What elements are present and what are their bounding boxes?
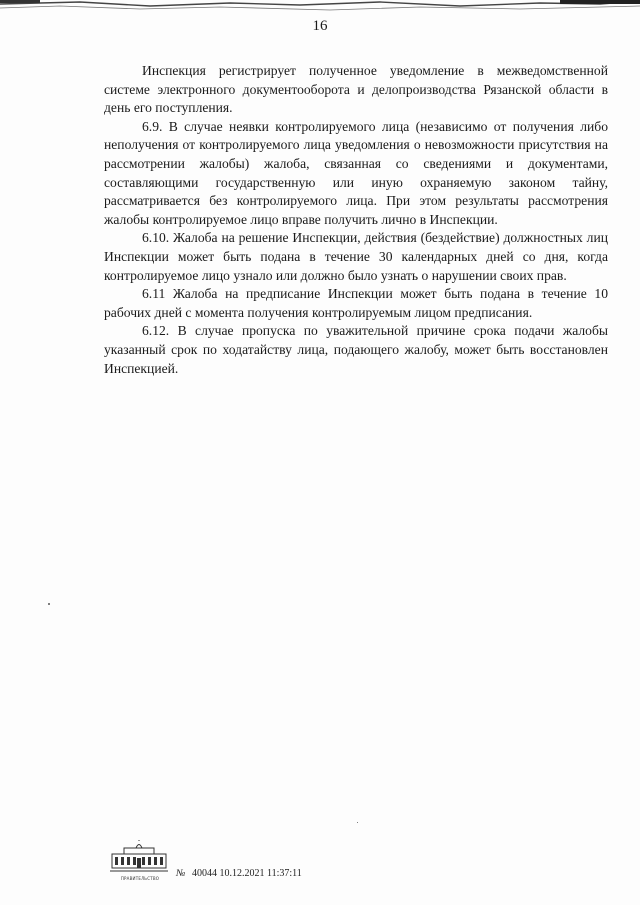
paragraph-registration: Инспекция регистрирует полученное уведомление в межведомственной системе электронного документооборота и делопроизводства Рязанской области в день его поступления. <box>104 63 608 116</box>
paragraph-6-12: 6.12. В случае пропуска по уважительной причине срока подачи жалобы указанный срок по ходатайству лица, подающего жалобу, может быть восстановлен Инспекцией. <box>104 323 608 376</box>
paragraph-6-9: 6.9. В случае неявки контролируемого лица (независимо от получения либо неполучения от контролируемого лица уведомления о невозможности присутствия на рассмотрении жалобы) жалоба, связанная со сведениями и документами, составляющими государственную или иную охраняемую законом тайну, рассматривается без контролируемого лица. При этом результаты рассмотрения жалобы контролируемое лицо вправе получить лично в Инспекции. <box>104 118 608 227</box>
registration-stamp <box>176 868 302 879</box>
page-number: 16 <box>312 18 328 34</box>
document-body <box>104 62 608 378</box>
registration-mark: № <box>176 868 186 879</box>
scan-speck <box>48 603 50 605</box>
paragraph-6-10: 6.10. Жалоба на решение Инспекции, действия (бездействие) должностных лиц Инспекции может быть подана в течение 30 календарных дней со дня, когда контролируемое лицо узнало или должно было узнать о нарушении своих прав. <box>104 230 608 283</box>
registration-number: 40044 <box>191 868 217 879</box>
seal-caption: ПРАВИТЕЛЬСТВО <box>120 876 160 881</box>
registration-datetime: 10.12.2021 11:37:11 <box>219 868 302 879</box>
registration-footer <box>110 840 410 890</box>
scan-speck <box>357 822 358 823</box>
scan-noise <box>0 0 640 12</box>
paragraph-6-11: 6.11 Жалоба на предписание Инспекции может быть подана в течение 10 рабочих дней с момента получения контролируемым лицом предписания. <box>104 286 608 320</box>
government-building-icon <box>110 840 168 874</box>
